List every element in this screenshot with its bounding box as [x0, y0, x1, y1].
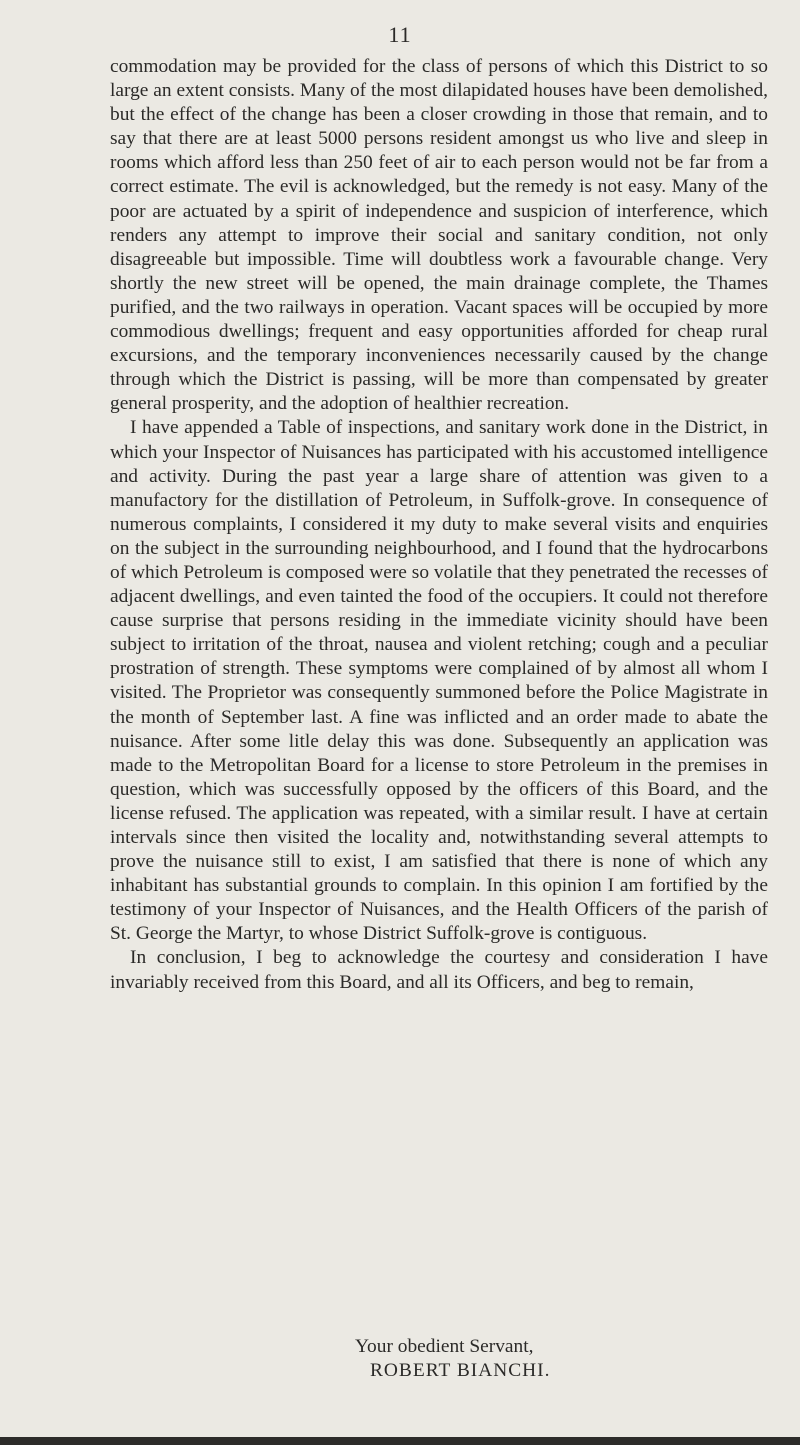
paragraph-petroleum: I have appended a Table of inspections, and sanitary work done in the District, in which your Inspector of Nuisances has participated with his accustomed intelligence and activity. During the past year a large share of attention was given to a manufactory for the distillation of Petroleum, in Suffolk-grove. In consequence of numerous complaints, I considered it my duty to make several visits and enquiries on the subject in the surrounding neighbourhood, and I found that the hydrocarbons of which Petroleum is composed were so volatile that they penetrated the recesses of adjacent dwellings, and even tainted the food of the occupiers. It could not therefore cause surprise that persons residing in the immediate vicinity should have been subject to irritation of the throat, nausea and violent retching; cough and a peculiar prostration of strength. These symptoms were complained of by almost all whom I visited. The Proprietor was consequently summoned before the Police Magistrate in the month of September last. A fine was inflicted and an order made to abate the nuisance. After some litle delay this was done. Subsequently an application was made to the Metropolitan Board for a license to store Petroleum in the premises in question, which was successfully opposed by the officers of this Board, and the license refused. The application was repeated, with a similar result. I have at certain intervals since then visited the locality and, notwithstanding several attempts to prove the nuisance still to exist, I am satisfied that there is none of which any inhabitant has substantial grounds to complain. In this opinion I am fortified by the testimony of your Inspector of Nuisances, and the Health Officers of the parish of St. George the Martyr, to whose District Suffolk-grove is contiguous.: [110, 417, 768, 945]
page-number: 11: [388, 22, 412, 47]
signature: ROBERT BIANCHI.: [370, 1360, 551, 1381]
valediction: Your obedient Servant,: [355, 1336, 534, 1357]
closing-block: [110, 1335, 768, 1383]
report-body: [110, 55, 768, 995]
page-bottom-edge: [0, 1437, 800, 1445]
paragraph-conclusion: In conclusion, I beg to acknowledge the courtesy and consideration I have invariably received from this Board, and all its Officers, and beg to remain,: [110, 947, 768, 993]
paragraph-housing: commodation may be provided for the class of persons of which this District to so large an extent consists. Many of the most dilapidated houses have been demolished, but the effect of the change has been a closer crowding in those that remain, and to say that there are at least 5000 persons resident amongst us who live and sleep in rooms which afford less than 250 feet of air to each person would not be far from a correct estimate. The evil is acknowledged, but the remedy is not easy. Many of the poor are actuated by a spirit of independence and suspicion of interference, which renders any attempt to improve their social and sanitary condition, not only disagreeable but impossible. Time will doubtless work a favourable change. Very shortly the new street will be opened, the main drainage complete, the Thames purified, and the two railways in operation. Vacant spaces will be occupied by more commodious dwellings; frequent and easy opportunities afforded for cheap rural excursions, and the temporary inconveniences necessarily caused by the change through which the District is passing, will be more than compensated by greater general prosperity, and the adoption of healthier recreation.: [110, 56, 768, 415]
